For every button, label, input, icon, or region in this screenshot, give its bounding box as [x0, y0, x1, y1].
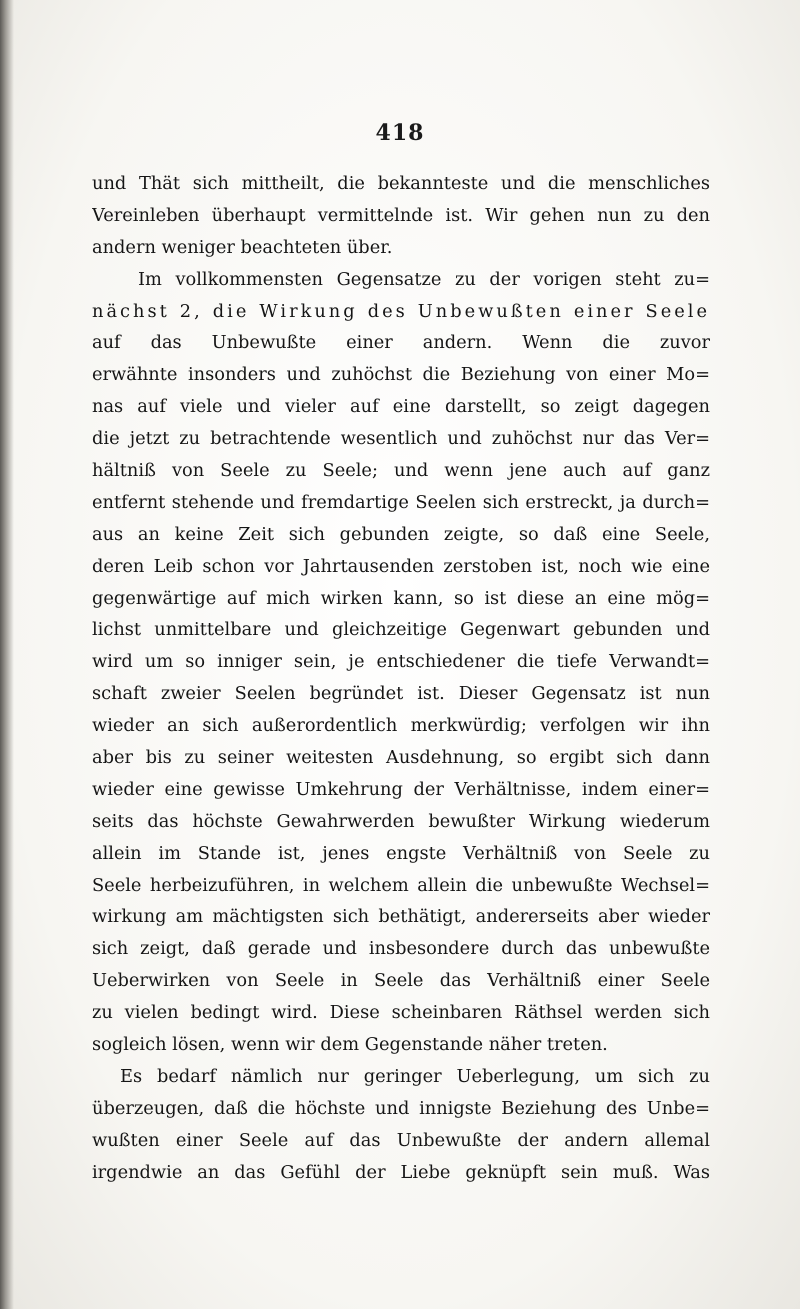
text-line: zu vielen bedingt wird. Diese scheinbaren Räthsel werden sich: [92, 1002, 710, 1024]
text-line: Seele herbeizuführen, in welchem allein die unbewußte Wechsel=: [92, 874, 710, 896]
text-line: wird um so inniger sein, je entschiedener die tiefe Verwandt=: [92, 651, 710, 673]
page-binding-shadow: [0, 0, 14, 1309]
text-line: Vereinleben überhaupt vermittelnde ist. Wir gehen nun zu den: [92, 204, 710, 226]
text-line: sogleich lösen, wenn wir dem Gegenstande näher treten.: [92, 1034, 608, 1056]
text-line: nächst 2, die Wirkung des Unbewußten einer Seele: [92, 300, 710, 322]
text-line: und Thät sich mittheilt, die bekannteste und die menschliches: [92, 173, 710, 194]
text-line: irgendwie an das Gefühl der Liebe geknüpft sein muß. Was: [92, 1161, 710, 1183]
text-line: hältniß von Seele zu Seele; und wenn jene auch auf ganz: [92, 460, 710, 482]
text-line: andern weniger beachteten über.: [92, 236, 393, 258]
text-line: nas auf viele und vieler auf eine darstellt, so zeigt dagegen: [92, 396, 710, 418]
text-line: wirkung am mächtigsten sich bethätigt, andererseits aber wieder: [92, 906, 710, 928]
text-line: sich zeigt, daß gerade und insbesondere durch das unbewußte: [92, 938, 710, 960]
text-line: wieder eine gewisse Umkehrung der Verhältnisse, indem einer=: [92, 778, 710, 800]
text-line: entfernt stehende und fremdartige Seelen sich erstreckt, ja durch=: [92, 491, 710, 513]
body-text: [92, 168, 710, 1189]
text-line: auf das Unbewußte einer andern. Wenn die zuvor: [92, 332, 710, 354]
text-line: allein im Stande ist, jenes engste Verhältniß von Seele zu: [92, 842, 710, 864]
text-line: aber bis zu seiner weitesten Ausdehnung, so ergibt sich dann: [92, 747, 710, 769]
text-line: die jetzt zu betrachtende wesentlich und zuhöchst nur das Ver=: [92, 428, 710, 450]
text-line: lichst unmittelbare und gleichzeitige Gegenwart gebunden und: [92, 619, 710, 641]
text-line: schaft zweier Seelen begründet ist. Dieser Gegensatz ist nun: [92, 683, 710, 705]
text-line: überzeugen, daß die höchste und innigste Beziehung des Unbe=: [92, 1097, 710, 1119]
page-number: 418: [375, 120, 425, 146]
text-line: gegenwärtige auf mich wirken kann, so ist diese an eine mög=: [92, 587, 710, 609]
text-line: erwähnte insonders und zuhöchst die Beziehung von einer Mo=: [92, 364, 710, 386]
text-line: Ueberwirken von Seele in Seele das Verhältniß einer Seele: [92, 970, 710, 992]
text-line: aus an keine Zeit sich gebunden zeigte, so daß eine Seele,: [92, 523, 710, 545]
text-line: seits das höchste Gewahrwerden bewußter Wirkung wiederum: [92, 810, 710, 832]
text-line: wieder an sich außerordentlich merkwürdig; verfolgen wir ihn: [92, 715, 710, 737]
text-line: wußten einer Seele auf das Unbewußte der andern allemal: [92, 1129, 710, 1151]
text-line: deren Leib schon vor Jahrtausenden zerstoben ist, noch wie eine: [92, 555, 710, 577]
text-line: Im vollkommensten Gegensatze zu der vorigen steht zu=: [138, 268, 710, 290]
text-line: Es bedarf nämlich nur geringer Ueberlegung, um sich zu: [120, 1065, 710, 1087]
